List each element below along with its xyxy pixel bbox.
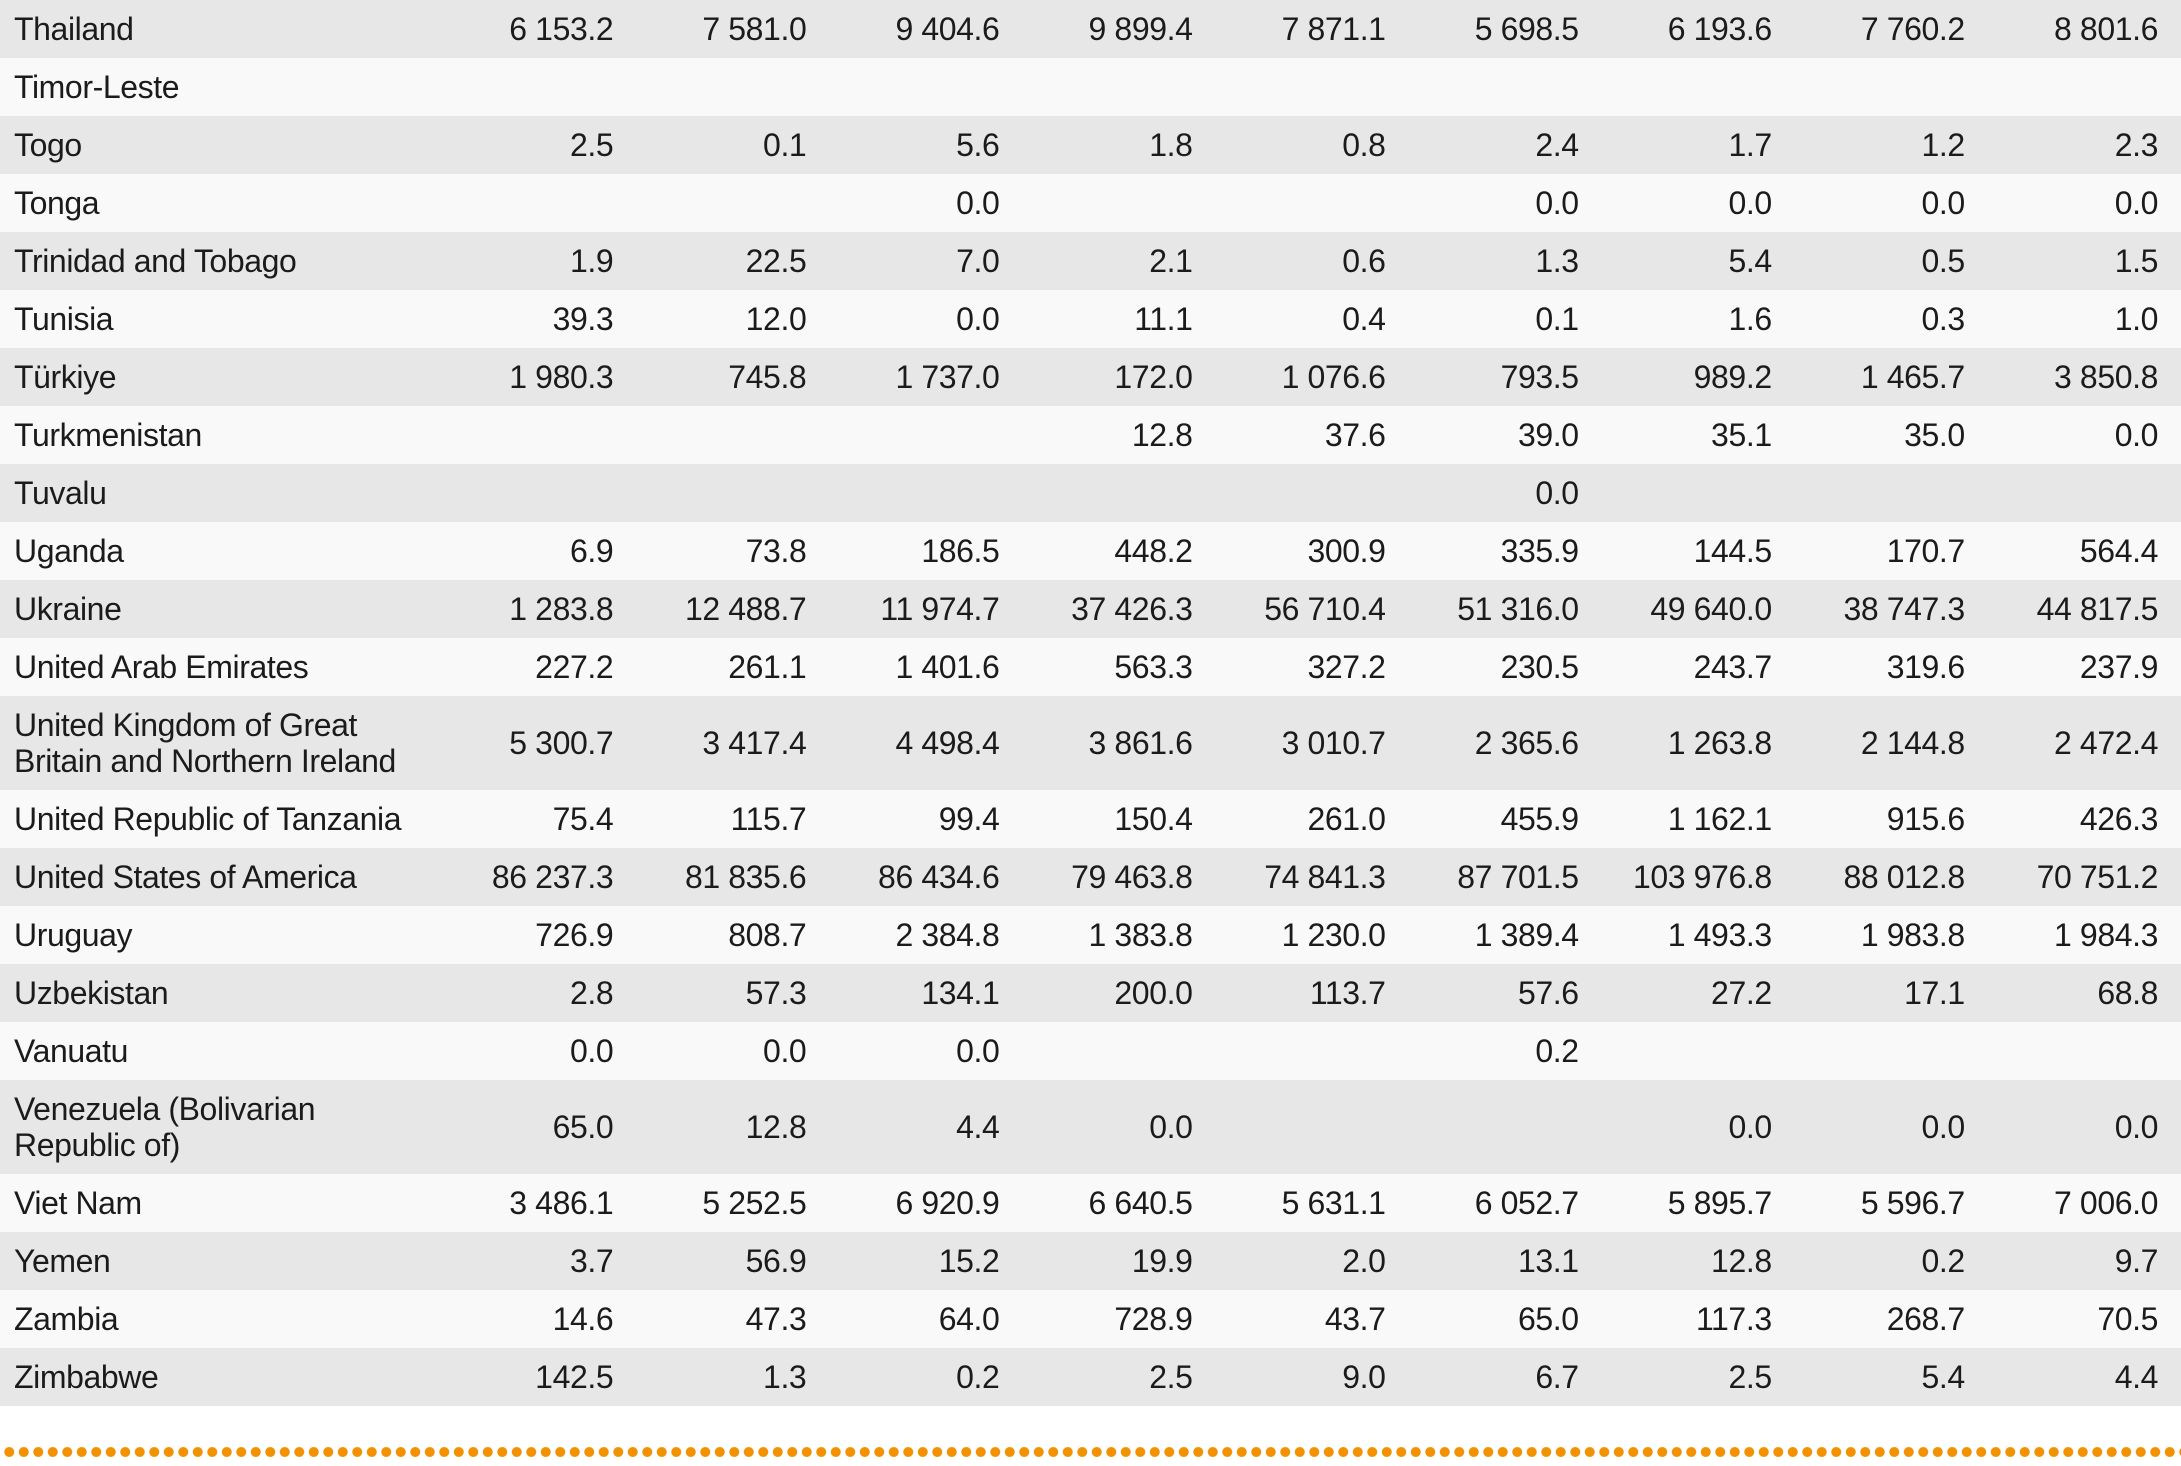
value-cell: 808.7 [728,917,807,953]
value-cell: 0.2 [1921,1243,1965,1279]
value-cell: 142.5 [535,1359,614,1395]
value-cell [1386,58,1579,116]
country-name-cell: Timor-Leste [14,69,180,105]
value-cell: 6 153.2 [509,11,614,47]
value-cell: 115.7 [730,801,807,837]
country-name-cell: Vanuatu [14,1033,129,1069]
value-cell [420,406,613,464]
value-cell: 745.8 [728,359,807,395]
table-row [0,1290,2181,1348]
value-cell: 43.7 [1324,1301,1386,1337]
value-cell: 0.3 [1921,301,1965,337]
value-cell: 1.6 [1728,301,1772,337]
table-row [0,906,2181,964]
value-cell: 6 052.7 [1474,1185,1579,1221]
value-cell: 1 983.8 [1860,917,1965,953]
country-name-cell: Thailand [14,11,134,47]
value-cell: 1.7 [1728,127,1772,163]
value-cell: 47.3 [745,1301,807,1337]
value-cell: 1 737.0 [895,359,1000,395]
value-cell: 0.0 [956,185,1000,221]
value-cell: 81 835.6 [684,859,807,895]
value-cell: 12 488.7 [684,591,807,627]
table-row [0,464,2181,522]
value-cell: 70.5 [2097,1301,2158,1337]
value-cell: 56 710.4 [1264,591,1386,627]
table-row [0,1022,2181,1080]
value-cell: 1.3 [1535,243,1579,279]
value-cell [420,174,613,232]
value-cell: 0.0 [1921,185,1965,221]
value-cell: 1 230.0 [1281,917,1386,953]
value-cell: 0.0 [1728,1109,1772,1145]
table-row [0,232,2181,290]
value-cell: 2.4 [1535,127,1579,163]
country-name-cell: Yemen [14,1243,111,1279]
value-cell: 0.0 [956,1033,1000,1069]
value-cell: 243.7 [1693,649,1772,685]
country-name-cell: Tuvalu [14,475,107,511]
value-cell: 1 283.8 [509,591,614,627]
value-cell: 37.6 [1324,417,1386,453]
value-cell: 35.1 [1711,417,1772,453]
table-row [0,696,2181,790]
value-cell: 5.4 [1921,1359,1965,1395]
value-cell: 0.8 [1342,127,1386,163]
value-cell: 12.8 [745,1109,807,1145]
value-cell: 0.0 [569,1033,614,1069]
table-row [0,1174,2181,1232]
value-cell: 68.8 [2097,975,2158,1011]
value-cell: 3 861.6 [1088,725,1193,761]
value-cell: 117.3 [1696,1301,1772,1337]
value-cell: 15.2 [938,1243,1000,1279]
table-row [0,1080,2181,1174]
value-cell [1579,464,1772,522]
value-cell [1193,1022,1386,1080]
value-cell: 2.3 [2114,127,2158,163]
value-cell: 9 899.4 [1088,11,1193,47]
value-cell: 14.6 [552,1301,614,1337]
value-cell [420,58,613,116]
value-cell: 4 498.4 [895,725,1000,761]
value-cell: 3 010.7 [1281,725,1386,761]
value-cell [1579,58,1772,116]
value-cell: 728.9 [1114,1301,1193,1337]
value-cell: 12.8 [1131,417,1193,453]
value-cell: 17.1 [1904,975,1965,1011]
country-name-cell: Venezuela (Bolivarian Republic of) [14,1091,316,1163]
country-name-cell: United Republic of Tanzania [14,801,402,837]
value-cell: 7 006.0 [2054,1185,2158,1221]
value-cell: 51 316.0 [1457,591,1579,627]
value-cell: 1 984.3 [2054,917,2158,953]
value-cell: 1 980.3 [509,359,614,395]
value-cell: 0.0 [763,1033,807,1069]
value-cell [1193,174,1386,232]
value-cell: 1 493.3 [1667,917,1772,953]
value-cell: 5 300.7 [509,725,614,761]
value-cell: 57.3 [745,975,807,1011]
value-cell: 1.2 [1921,127,1965,163]
value-cell: 73.8 [745,533,807,569]
country-name-cell: Türkiye [14,359,117,395]
value-cell [613,406,806,464]
country-name-cell: Zambia [14,1301,119,1337]
value-cell [806,464,999,522]
value-cell [999,464,1192,522]
value-cell [420,464,613,522]
value-cell [1193,1080,1386,1174]
value-cell: 113.7 [1309,975,1386,1011]
value-cell: 11.1 [1134,301,1193,337]
value-cell: 2.5 [1149,1359,1193,1395]
country-name-cell: Turkmenistan [14,417,202,453]
country-name-cell: United Kingdom of Great Britain and Northern Ireland [14,707,396,779]
value-cell: 4.4 [2114,1359,2158,1395]
value-cell: 0.5 [1921,243,1965,279]
value-cell [1772,464,1965,522]
table-row [0,116,2181,174]
value-cell: 2.5 [1728,1359,1772,1395]
value-cell: 0.0 [2114,185,2158,221]
value-cell: 64.0 [938,1301,1000,1337]
value-cell: 455.9 [1500,801,1579,837]
value-cell: 1 383.8 [1088,917,1193,953]
value-cell: 49 640.0 [1650,591,1772,627]
value-cell: 319.6 [1886,649,1965,685]
value-cell [1193,464,1386,522]
value-cell: 335.9 [1500,533,1579,569]
value-cell: 1 076.6 [1281,359,1386,395]
value-cell: 103 976.8 [1632,859,1772,895]
country-name-cell: Viet Nam [14,1185,142,1221]
value-cell [1772,58,1965,116]
value-cell: 0.0 [1535,185,1579,221]
value-cell: 0.0 [2114,417,2158,453]
value-cell: 7 760.2 [1860,11,1965,47]
value-cell: 227.2 [535,649,614,685]
value-cell: 86 434.6 [878,859,1000,895]
value-cell: 13.1 [1517,1243,1579,1279]
value-cell: 448.2 [1114,533,1193,569]
country-name-cell: United States of America [14,859,357,895]
table-row [0,1232,2181,1290]
value-cell: 5 596.7 [1860,1185,1965,1221]
value-cell: 8 801.6 [2054,11,2158,47]
value-cell: 0.0 [1728,185,1772,221]
value-cell: 0.0 [1535,475,1579,511]
country-name-cell: Uruguay [14,917,133,953]
value-cell: 7 871.1 [1281,11,1386,47]
value-cell: 39.0 [1517,417,1579,453]
value-cell [999,58,1192,116]
value-cell: 7 581.0 [702,11,807,47]
value-cell: 65.0 [1517,1301,1579,1337]
value-cell: 1 465.7 [1860,359,1965,395]
value-cell [1193,58,1386,116]
value-cell: 22.5 [745,243,807,279]
value-cell: 915.6 [1886,801,1965,837]
value-cell: 0.0 [956,301,1000,337]
value-cell: 57.6 [1517,975,1579,1011]
value-cell: 1 263.8 [1667,725,1772,761]
value-cell: 0.4 [1342,301,1386,337]
value-cell: 0.1 [1535,301,1579,337]
value-cell: 1.8 [1149,127,1193,163]
value-cell: 1 401.6 [895,649,1000,685]
value-cell: 56.9 [745,1243,807,1279]
value-cell: 793.5 [1500,359,1579,395]
value-cell: 6 193.6 [1667,11,1772,47]
value-cell: 1.3 [763,1359,807,1395]
table-row [0,848,2181,906]
table-row [0,580,2181,638]
value-cell: 327.2 [1307,649,1386,685]
value-cell: 37 426.3 [1071,591,1193,627]
value-cell [1965,1022,2181,1080]
value-cell: 38 747.3 [1843,591,1965,627]
value-cell [806,406,999,464]
country-name-cell: United Arab Emirates [14,649,309,685]
value-cell: 144.5 [1693,533,1772,569]
value-cell: 726.9 [535,917,614,953]
value-cell [1579,1022,1772,1080]
value-cell: 86 237.3 [491,859,614,895]
value-cell: 268.7 [1886,1301,1965,1337]
value-cell [1386,1080,1579,1174]
value-cell [613,58,806,116]
value-cell: 1.5 [2114,243,2158,279]
value-cell: 75.4 [552,801,614,837]
value-cell: 99.4 [938,801,1000,837]
value-cell: 0.0 [1921,1109,1965,1145]
value-cell: 1 162.1 [1667,801,1772,837]
value-cell: 44 817.5 [2036,591,2158,627]
table-row [0,1348,2181,1406]
value-cell: 2.0 [1342,1243,1386,1279]
country-name-cell: Uganda [14,533,124,569]
value-cell: 88 012.8 [1843,859,1965,895]
value-cell: 2.5 [569,127,614,163]
value-cell: 989.2 [1693,359,1772,395]
value-cell: 70 751.2 [2036,859,2158,895]
table-row [0,638,2181,696]
value-cell [1772,1022,1965,1080]
value-cell: 2 365.6 [1474,725,1579,761]
value-cell: 1.0 [2114,301,2158,337]
value-cell: 87 701.5 [1457,859,1579,895]
value-cell: 237.9 [2079,649,2158,685]
value-cell: 2 472.4 [2054,725,2158,761]
dotted-divider [0,1447,2181,1457]
country-name-cell: Ukraine [14,591,122,627]
value-cell: 12.0 [745,301,807,337]
value-cell: 0.0 [1149,1109,1193,1145]
value-cell: 9 404.6 [895,11,1000,47]
value-cell: 6.7 [1535,1359,1579,1395]
value-cell: 564.4 [2079,533,2158,569]
value-cell: 230.5 [1500,649,1579,685]
value-cell: 6 920.9 [895,1185,1000,1221]
country-name-cell: Tonga [14,185,100,221]
country-name-cell: Uzbekistan [14,975,169,1011]
value-cell [613,464,806,522]
value-cell: 3 850.8 [2054,359,2158,395]
value-cell: 0.1 [763,127,807,163]
value-cell: 9.0 [1342,1359,1386,1395]
value-cell: 27.2 [1711,975,1772,1011]
table-row [0,964,2181,1022]
value-cell: 19.9 [1131,1243,1193,1279]
value-cell: 11 974.7 [880,591,1000,627]
value-cell: 0.0 [2114,1109,2158,1145]
value-cell: 35.0 [1904,417,1965,453]
value-cell: 2 144.8 [1860,725,1965,761]
value-cell [1965,58,2181,116]
value-cell: 2.1 [1149,243,1193,279]
value-cell: 1.9 [569,243,614,279]
value-cell: 74 841.3 [1264,859,1386,895]
value-cell: 186.5 [921,533,1000,569]
value-cell: 3 486.1 [509,1185,614,1221]
table-row [0,290,2181,348]
value-cell: 2.8 [569,975,614,1011]
value-cell [999,1022,1192,1080]
value-cell [1965,464,2181,522]
country-name-cell: Togo [14,127,82,163]
value-cell: 150.4 [1114,801,1193,837]
table-row [0,348,2181,406]
value-cell: 0.6 [1342,243,1386,279]
table-row [0,174,2181,232]
value-cell: 300.9 [1307,533,1386,569]
value-cell: 134.1 [921,975,1000,1011]
table-row [0,522,2181,580]
value-cell: 172.0 [1114,359,1193,395]
table-row [0,58,2181,116]
country-name-cell: Trinidad and Tobago [14,243,297,279]
value-cell [806,58,999,116]
value-cell: 3 417.4 [702,725,807,761]
value-cell: 170.7 [1886,533,1965,569]
table-row [0,0,2181,58]
value-cell: 5.6 [956,127,1000,163]
value-cell: 5 252.5 [702,1185,807,1221]
value-cell: 5 698.5 [1474,11,1579,47]
value-cell: 261.0 [1307,801,1386,837]
value-cell: 2 384.8 [895,917,1000,953]
value-cell [613,174,806,232]
value-cell: 1 389.4 [1474,917,1579,953]
value-cell: 39.3 [552,301,614,337]
value-cell: 6 640.5 [1088,1185,1193,1221]
value-cell: 4.4 [956,1109,1000,1145]
value-cell: 5 895.7 [1667,1185,1772,1221]
value-cell: 65.0 [552,1109,614,1145]
value-cell: 200.0 [1114,975,1193,1011]
value-cell: 6.9 [569,533,614,569]
value-cell: 261.1 [728,649,807,685]
value-cell: 563.3 [1114,649,1193,685]
value-cell [999,174,1192,232]
value-cell: 0.2 [1535,1033,1579,1069]
value-cell: 0.2 [956,1359,1000,1395]
value-cell: 12.8 [1711,1243,1772,1279]
value-cell: 79 463.8 [1071,859,1193,895]
table-row [0,406,2181,464]
value-cell: 3.7 [569,1243,614,1279]
value-cell: 7.0 [956,243,1000,279]
value-cell: 9.7 [2114,1243,2158,1279]
value-cell: 5.4 [1728,243,1772,279]
country-name-cell: Zimbabwe [14,1359,159,1395]
value-cell: 5 631.1 [1281,1185,1386,1221]
value-cell: 426.3 [2079,801,2158,837]
country-name-cell: Tunisia [14,301,114,337]
table-row [0,790,2181,848]
